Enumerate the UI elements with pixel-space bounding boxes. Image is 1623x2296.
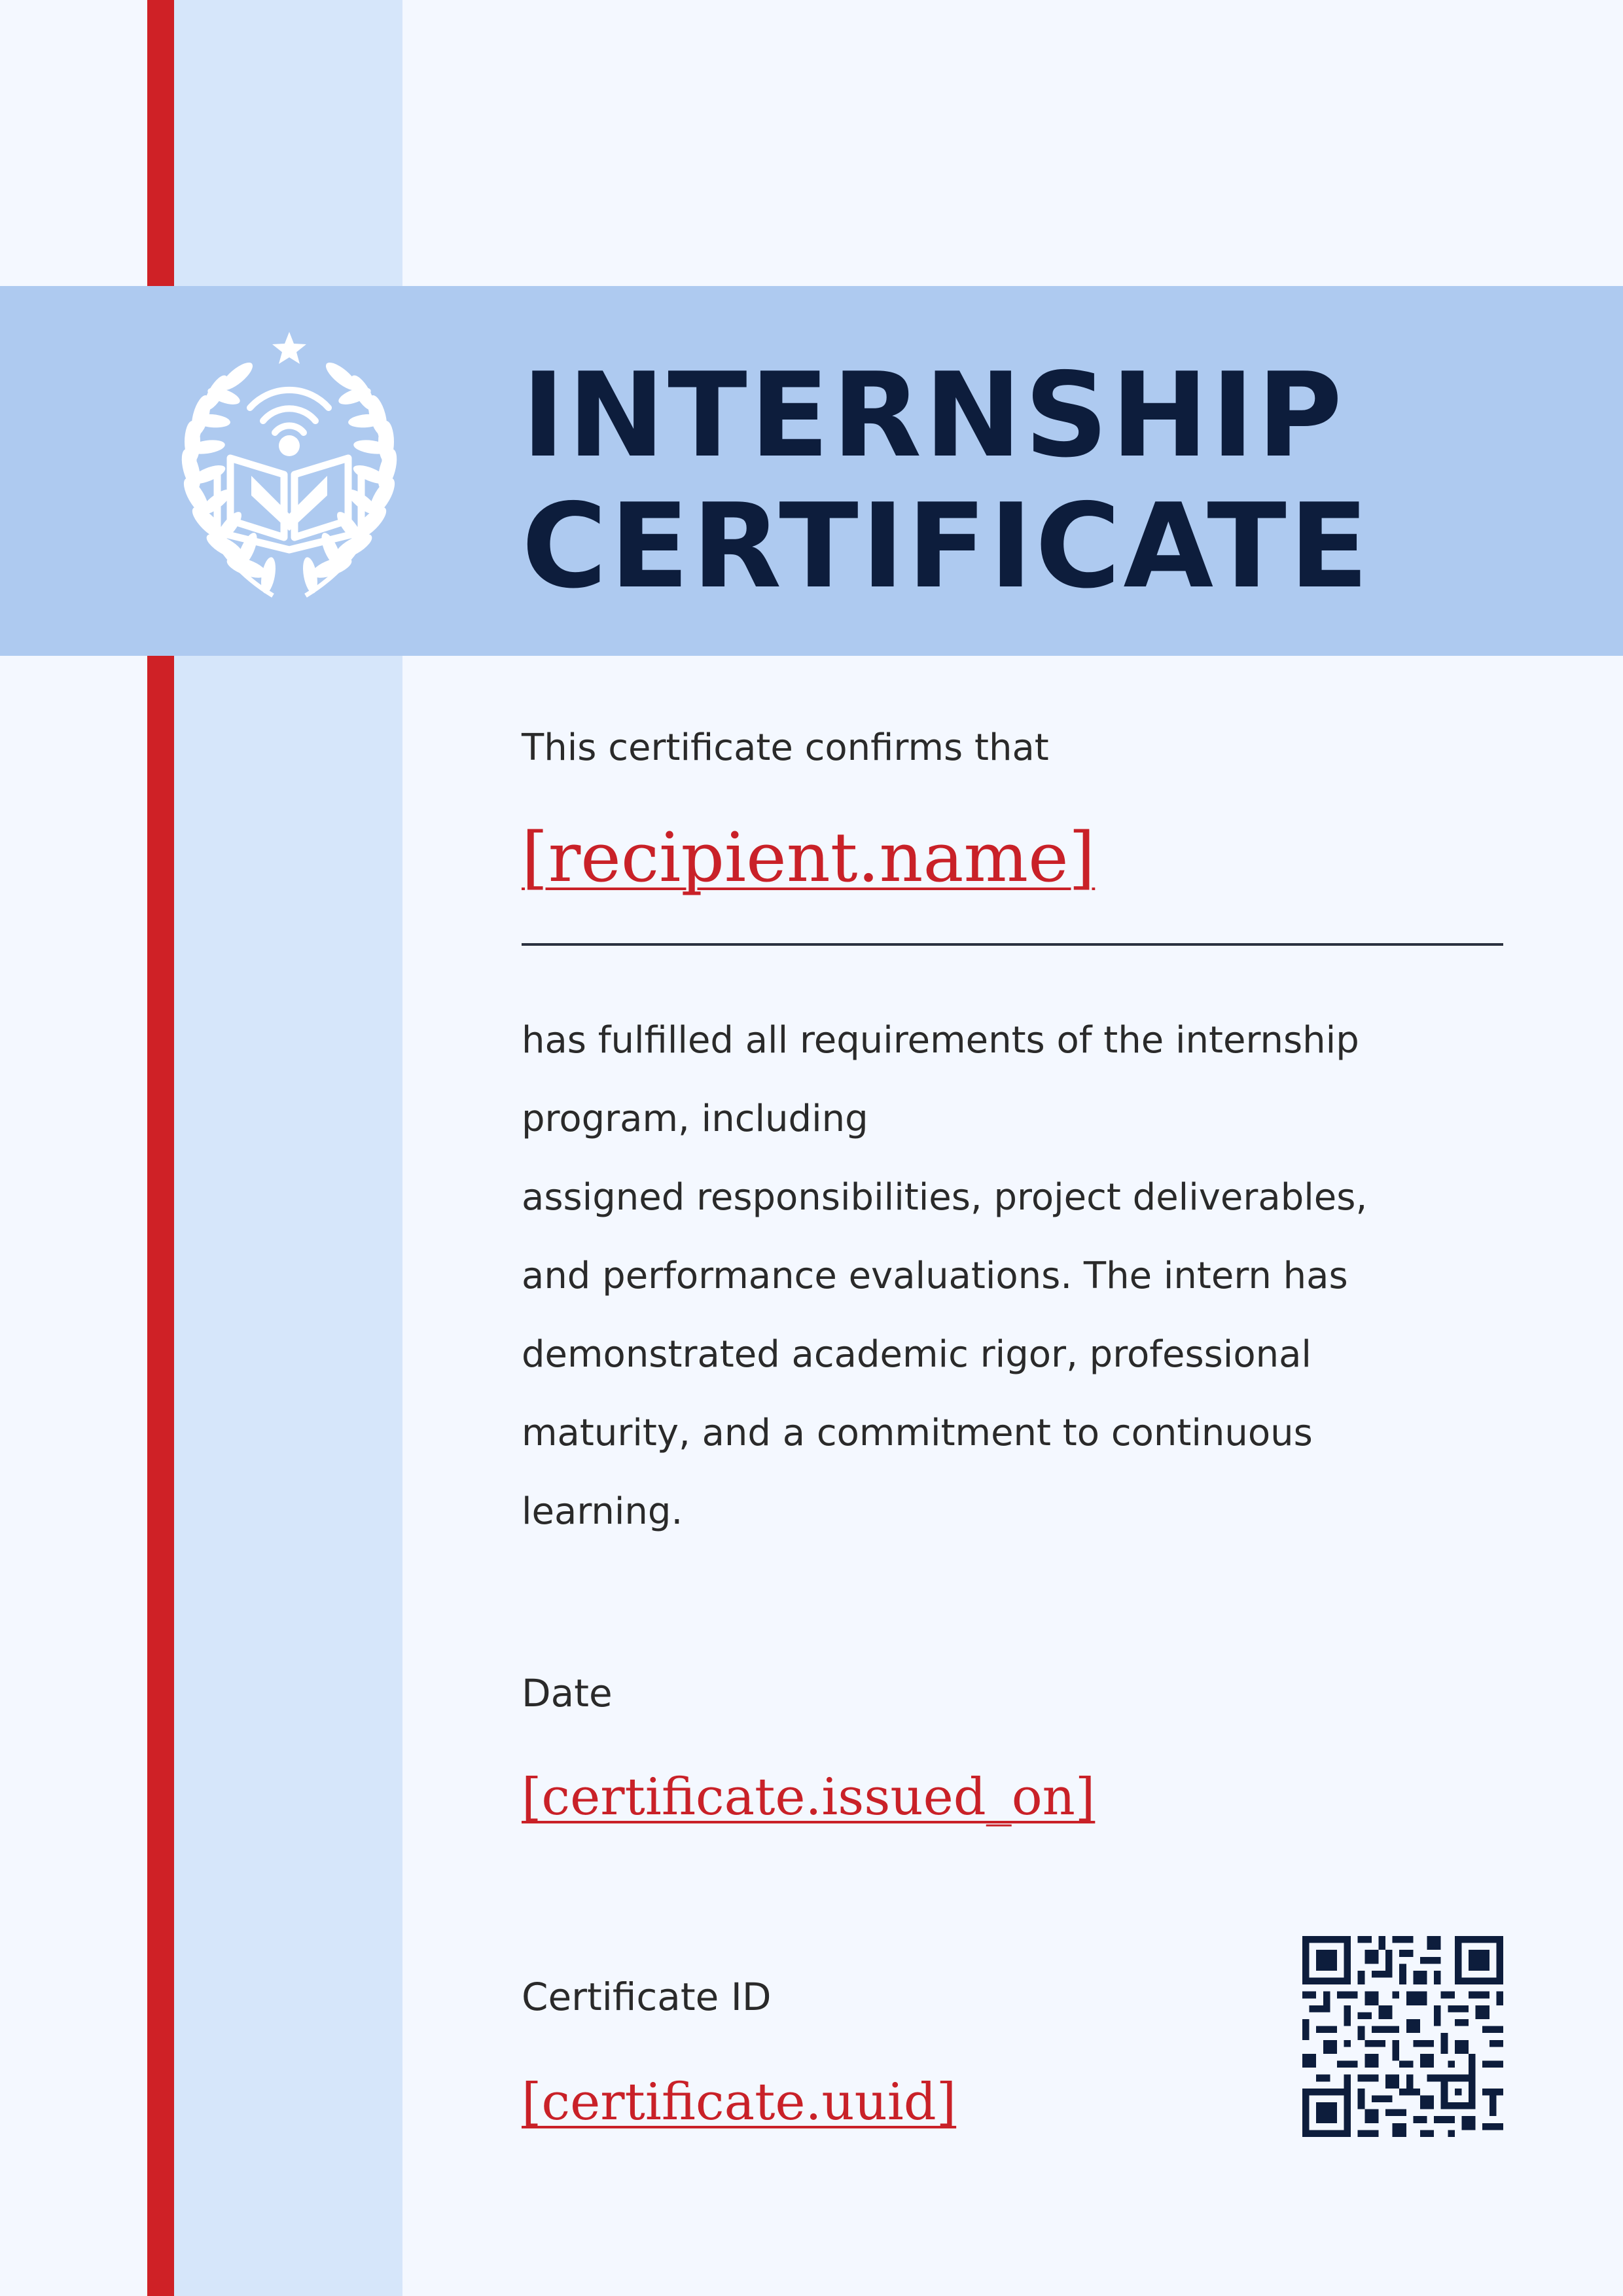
recipient-name-placeholder: [recipient.name]	[522, 817, 1096, 897]
date-label: Date	[522, 1671, 613, 1715]
body-line: maturity, and a commitment to continuous	[522, 1412, 1313, 1454]
body-line: demonstrated academic rigor, professional	[522, 1333, 1311, 1376]
intro-text: This certificate confirms that	[522, 726, 1049, 769]
date-value: [certificate.issued_on]	[522, 1768, 1096, 1827]
body-line: learning.	[522, 1490, 683, 1533]
body-line: and performance evaluations. The intern has	[522, 1255, 1348, 1297]
laurel-wreath-book-emblem-icon	[139, 324, 440, 619]
name-divider	[522, 943, 1503, 946]
certificate-body	[522, 1001, 1438, 1551]
certificate-id-label: Certificate ID	[522, 1975, 772, 2019]
body-line: program, including	[522, 1098, 868, 1140]
body-line: has fulfilled all requirements of the internship	[522, 1019, 1359, 1062]
qr-code-icon	[1302, 1936, 1503, 2137]
certificate-title	[522, 350, 1371, 612]
body-line: assigned responsibilities, project deliverables,	[522, 1176, 1368, 1219]
title-line-1: INTERNSHIP	[522, 348, 1346, 483]
title-line-2: CERTIFICATE	[522, 478, 1372, 614]
certificate-id-value: [certificate.uuid]	[522, 2073, 957, 2132]
